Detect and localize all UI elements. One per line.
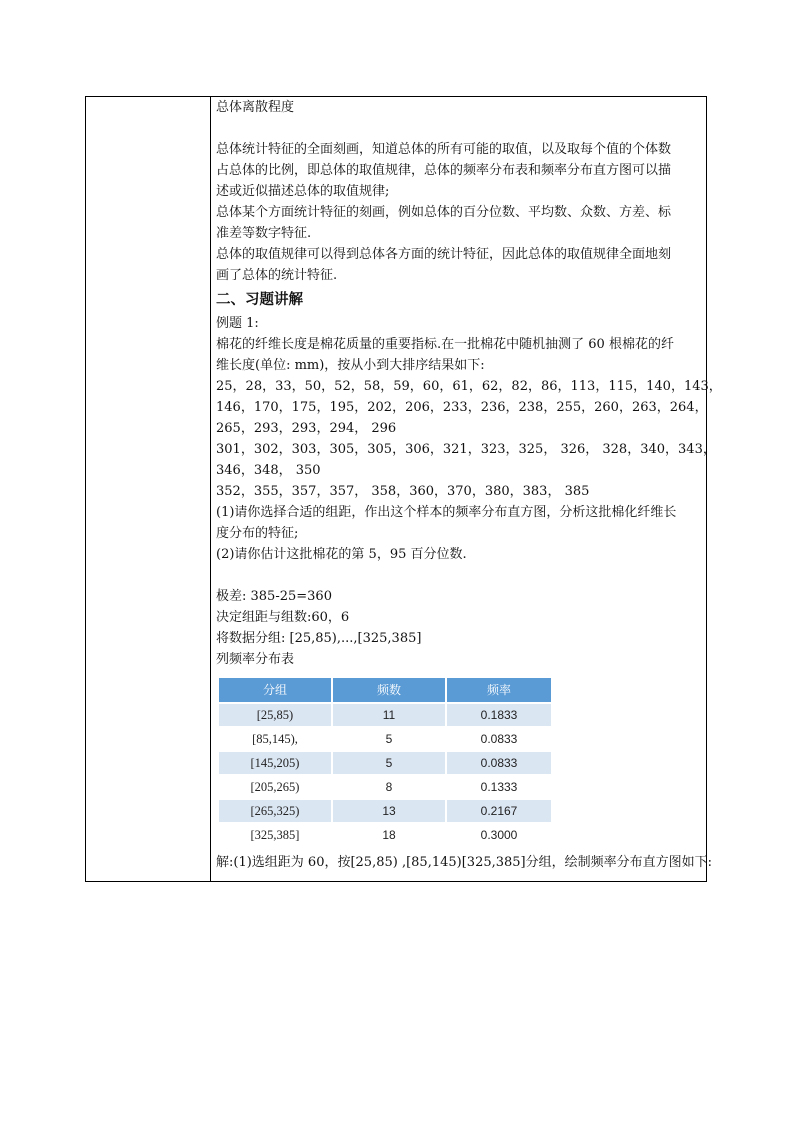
question-line: 度分布的特征; xyxy=(216,526,299,541)
data-line: 352，355，357，357， 358，360，370，380，383， 385 xyxy=(216,484,590,499)
table-cell: 13 xyxy=(333,798,447,822)
table-header-cell: 频数 xyxy=(333,678,447,702)
table-cell: [325,385] xyxy=(219,822,333,846)
paragraph-line: 总体的取值规律可以得到总体各方面的统计特征，因此总体的取值规律全面地刻 xyxy=(216,247,672,262)
table-cell: 0.0833 xyxy=(447,750,551,774)
data-line: 301，302，303，305，305，306，321，323，325， 326， 328，340，343， xyxy=(216,442,716,457)
paragraph-line: 画了总体的统计特征. xyxy=(216,268,338,283)
content-cell xyxy=(216,97,722,873)
data-line: 25，28，33，50，52，58，59，60，61，62，82，86，113，115，140，143， xyxy=(216,379,722,394)
table-cell: 0.2167 xyxy=(447,798,551,822)
left-column xyxy=(86,97,211,881)
table-header-cell: 分组 xyxy=(219,678,333,702)
example-title: 例题 1: xyxy=(216,316,259,331)
step-line: 决定组距与组数:60，6 xyxy=(216,610,350,625)
data-line: 346，348， 350 xyxy=(216,463,321,478)
layout-table xyxy=(85,96,722,882)
table-header-cell: 频率 xyxy=(447,678,551,702)
table-cell: 0.1833 xyxy=(447,702,551,726)
table-row xyxy=(219,726,551,750)
step-line: 列频率分布表 xyxy=(216,652,295,667)
table-cell: [85,145), xyxy=(219,726,333,750)
problem-line: 维长度(单位: mm)，按从小到大排序结果如下: xyxy=(216,358,485,373)
table-cell: 11 xyxy=(333,702,447,726)
table-row xyxy=(219,774,551,798)
section-heading: 二、习题讲解 xyxy=(216,292,303,308)
table-row xyxy=(219,702,551,726)
table-row xyxy=(219,822,551,846)
data-line: 265，293，293，294， 296 xyxy=(216,421,397,436)
frequency-table xyxy=(219,678,551,846)
table-cell: [25,85) xyxy=(219,702,333,726)
table-cell: [145,205) xyxy=(219,750,333,774)
table-cell: 8 xyxy=(333,774,447,798)
paragraph-line: 准差等数字特征. xyxy=(216,226,312,241)
step-line: 极差: 385-25=360 xyxy=(216,589,332,604)
paragraph-line: 占总体的比例，即总体的取值规律，总体的频率分布表和频率分布直方图可以描 xyxy=(216,163,672,178)
intro-line: 总体离散程度 xyxy=(216,100,295,115)
table-row xyxy=(219,750,551,774)
paragraph-line: 总体某个方面统计特征的刻画，例如总体的百分位数、平均数、众数、方差、标 xyxy=(216,205,672,220)
paragraph-line: 总体统计特征的全面刻画，知道总体的所有可能的取值，以及取每个值的个体数 xyxy=(216,142,672,157)
problem-line: 棉花的纤维长度是棉花质量的重要指标.在一批棉花中随机抽测了 60 根棉花的纤 xyxy=(216,337,674,352)
table-cell: 0.1333 xyxy=(447,774,551,798)
table-cell: 0.0833 xyxy=(447,726,551,750)
table-cell: [205,265) xyxy=(219,774,333,798)
table-cell: 5 xyxy=(333,726,447,750)
table-header-row xyxy=(219,678,551,702)
table-cell: 18 xyxy=(333,822,447,846)
table-row xyxy=(219,798,551,822)
table-cell: 5 xyxy=(333,750,447,774)
question-line: (2)请你估计这批棉花的第 5，95 百分位数. xyxy=(216,547,467,562)
question-line: (1)请你选择合适的组距，作出这个样本的频率分布直方图，分析这批棉化纤维长 xyxy=(216,505,677,520)
table-cell: [265,325) xyxy=(219,798,333,822)
data-line: 146，170，175，195，202，206，233，236，238，255，260，263，264， xyxy=(216,400,708,415)
solution-line: 解:(1)选组距为 60，按[25,85) ,[85,145)[325,385]分组，绘制频率分布直方图如下: xyxy=(216,855,713,870)
paragraph-line: 述或近似描述总体的取值规律; xyxy=(216,184,390,199)
step-line: 将数据分组: [25,85),...,[325,385] xyxy=(216,631,422,646)
table-cell: 0.3000 xyxy=(447,822,551,846)
